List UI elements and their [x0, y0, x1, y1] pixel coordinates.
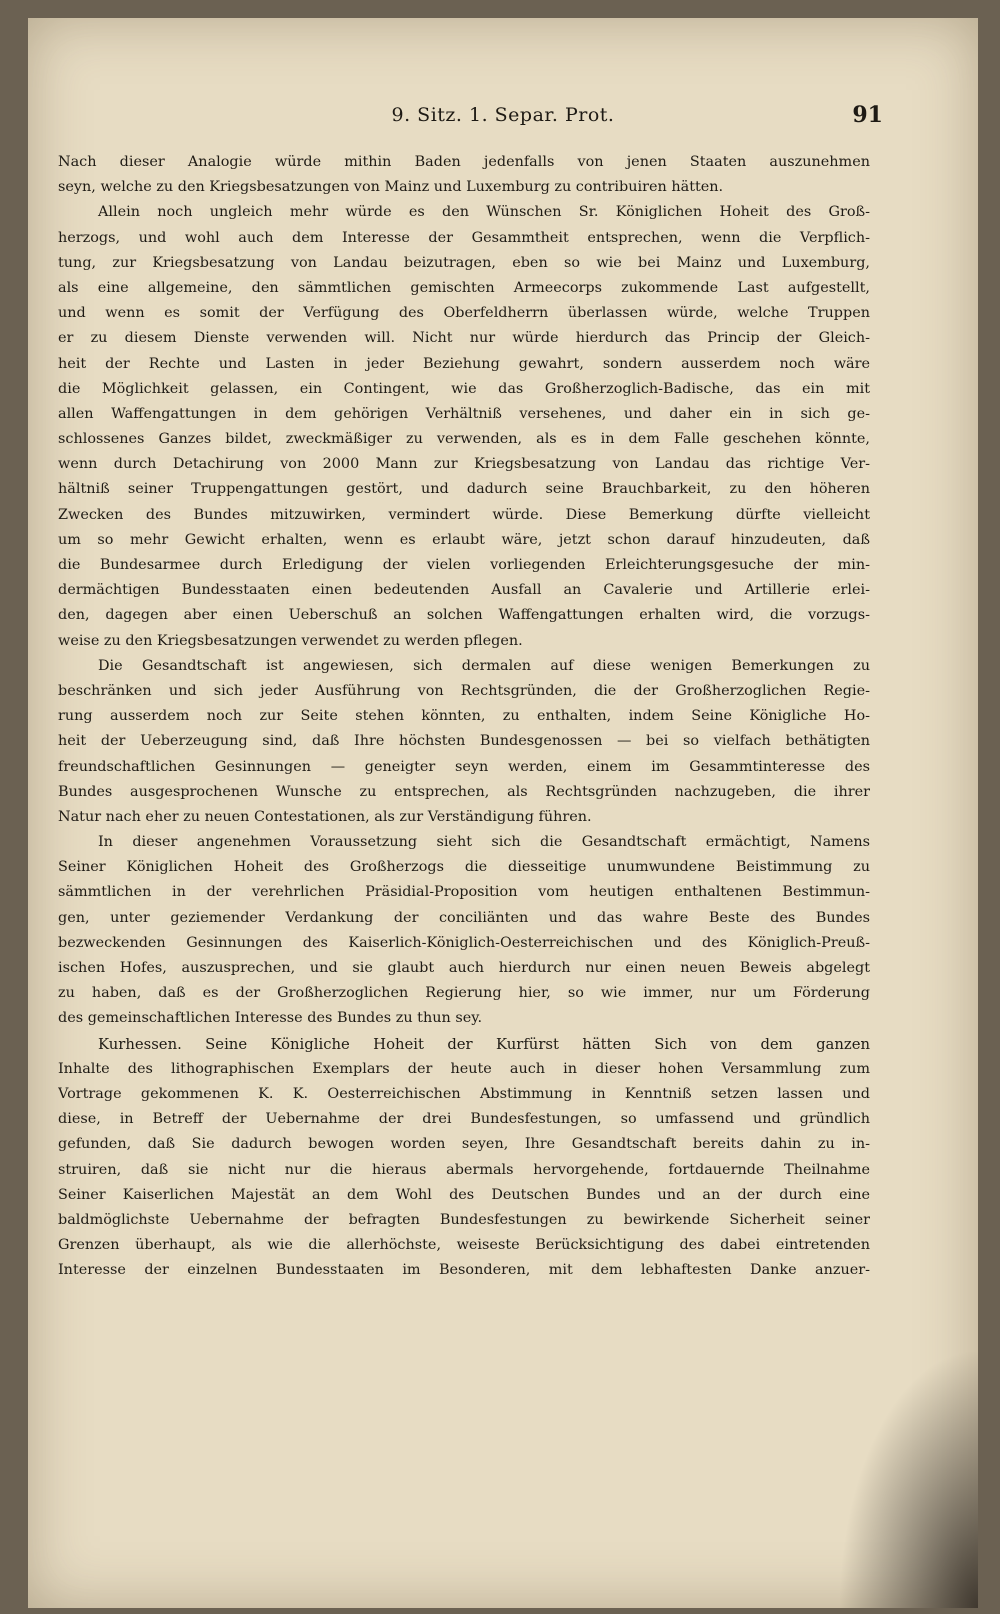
text-line: Grenzen überhaupt, als wie die allerhöchste, weiseste Berücksichtigung des dabei eintretenden [58, 1237, 870, 1254]
page-header [28, 104, 978, 144]
text-line: den, dagegen aber einen Ueberschuß an solchen Waffengattungen erhalten wird, die vorzugs- [58, 607, 870, 624]
text-line: die Bundesarmee durch Erledigung der vielen vorliegenden Erleichterungsgesuche der min- [58, 557, 870, 573]
text-line: freundschaftlichen Gesinnungen — geneigter seyn werden, einem im Gesammtinteresse des [58, 758, 870, 775]
text-line: seyn, welche zu den Kriegsbesatzungen von Mainz und Luxemburg zu contribuiren hätten. [58, 179, 724, 196]
text-line: Die Gesandtschaft ist angewiesen, sich dermalen auf diese wenigen Bemerkungen zu [98, 657, 870, 674]
text-line: um so mehr Gewicht erhalten, wenn es erlaubt wäre, jetzt schon darauf hinzudeuten, daß [58, 531, 870, 548]
text-line: diese, in Betreff der Uebernahme der drei Bundesfestungen, so umfassend und gründlich [58, 1111, 870, 1128]
text-line: Bundes ausgesprochenen Wunsche zu entsprechen, als Rechtsgründen nachzugeben, die ihrer [58, 783, 870, 800]
text-line: rung ausserdem noch zur Seite stehen könnten, zu enthalten, indem Seine Königliche Ho- [58, 708, 870, 725]
text-line: allen Waffengattungen in dem gehörigen Verhältniß versehenes, und daher ein in sich ge- [58, 405, 870, 422]
text-line: und wenn es somit der Verfügung des Oberfeldherrn überlassen würde, welche Truppen [58, 305, 870, 322]
text-line: In dieser angenehmen Voraussetzung sieht sich die Gesandtschaft ermächtigt, Namens [98, 834, 870, 851]
text-line: heit der Ueberzeugung sind, daß Ihre höchsten Bundesgenossen — bei so vielfach bethätigten [58, 733, 870, 750]
text-line: des gemeinschaftlichen Interesse des Bundes zu thun sey. [58, 1010, 483, 1027]
page-number: 91 [852, 102, 883, 128]
text-line: dermächtigen Bundesstaaten einen bedeutenden Ausfall an Cavalerie und Artillerie erlei- [58, 582, 870, 599]
text-line: beschränken und sich jeder Ausführung von Rechtsgründen, die der Großherzoglichen Regie- [58, 682, 870, 699]
text-line: wenn durch Detachirung von 2000 Mann zur Kriegsbesatzung von Landau das richtige Ver- [58, 456, 870, 473]
text-line: gefunden, daß Sie dadurch bewogen worden seyen, Ihre Gesandtschaft bereits dahin zu in- [58, 1136, 870, 1153]
text-line: herzogs, und wohl auch dem Interesse der Gesammtheit entsprechen, wenn die Verpflich- [58, 229, 870, 246]
text-line: Natur nach eher zu neuen Contestationen, als zur Verständigung führen. [58, 808, 592, 825]
text-line: Zwecken des Bundes mitzuwirken, vermindert würde. Diese Bemerkung dürfte vielleicht [58, 506, 870, 523]
text-line: schlossenes Ganzes bildet, zweckmäßiger zu verwenden, als es in dem Falle geschehen könnte, [58, 431, 870, 448]
text-line: die Möglichkeit gelassen, ein Contingent, wie das Großherzoglich-Badische, das ein mit [58, 380, 870, 397]
text-line: Seiner Königlichen Hoheit des Großherzogs die diesseitige unumwundene Beistimmung zu [58, 859, 870, 876]
text-line: Seiner Kaiserlichen Majestät an dem Wohl des Deutschen Bundes und an der durch eine [58, 1186, 870, 1203]
text-line: baldmöglichste Uebernahme der befragten Bundesfestungen zu bewirkende Sicherheit seiner [58, 1211, 870, 1228]
text-line: weise zu den Kriegsbesatzungen verwendet zu werden pflegen. [58, 632, 523, 649]
text-line: sämmtlichen in der verehrlichen Präsidial-Proposition vom heutigen enthaltenen Bestimmun- [58, 884, 870, 901]
text-line: Kurhessen. Seine Königliche Hoheit der Kurfürst hätten Sich von dem ganzen [98, 1035, 870, 1053]
body-text [58, 150, 870, 1283]
text-line: zu haben, daß es der Großherzoglichen Regierung hier, so wie immer, nur um Förderung [58, 985, 870, 1002]
book-page [28, 18, 978, 1608]
text-line: er zu diesem Dienste verwenden will. Nicht nur würde hierdurch das Princip der Gleich- [58, 330, 870, 347]
text-line: bezweckenden Gesinnungen des Kaiserlich-Königlich-Oesterreichischen und des Königlich-Preuß- [58, 934, 870, 951]
text-line: Interesse der einzelnen Bundesstaaten im Besonderen, mit dem lebhaftesten Danke anzuer- [58, 1262, 870, 1279]
text-line: tung, zur Kriegsbesatzung von Landau beizutragen, eben so wie bei Mainz und Luxemburg, [58, 254, 870, 271]
text-line: hältniß seiner Truppengattungen gestört, und dadurch seine Brauchbarkeit, zu den höheren [58, 481, 870, 498]
text-line: heit der Rechte und Lasten in jeder Beziehung gewahrt, sondern ausserdem noch wäre [58, 355, 870, 372]
text-line: Vortrage gekommenen K. K. Oesterreichischen Abstimmung in Kenntniß setzen lassen und [58, 1085, 870, 1102]
text-line: Inhalte des lithographischen Exemplars der heute auch in dieser hohen Versammlung zum [58, 1060, 870, 1077]
text-line: gen, unter geziemender Verdankung der conciliänten und das wahre Beste des Bundes [58, 909, 870, 926]
text-line: struiren, daß sie nicht nur die hieraus abermals hervorgehende, fortdauernde Theilnahme [58, 1161, 870, 1178]
text-line: Allein noch ungleich mehr würde es den Wünschen Sr. Königlichen Hoheit des Groß- [98, 204, 870, 221]
text-line: ischen Hofes, auszusprechen, und sie glaubt auch hierdurch nur einen neuen Beweis abgelegt [58, 960, 870, 976]
text-line: als eine allgemeine, den sämmtlichen gemischten Armeecorps zukommende Last aufgestellt, [58, 279, 870, 296]
running-head: 9. Sitz. 1. Separ. Prot. [391, 104, 615, 126]
text-line: Nach dieser Analogie würde mithin Baden jedenfalls von jenen Staaten auszunehmen [58, 154, 870, 170]
